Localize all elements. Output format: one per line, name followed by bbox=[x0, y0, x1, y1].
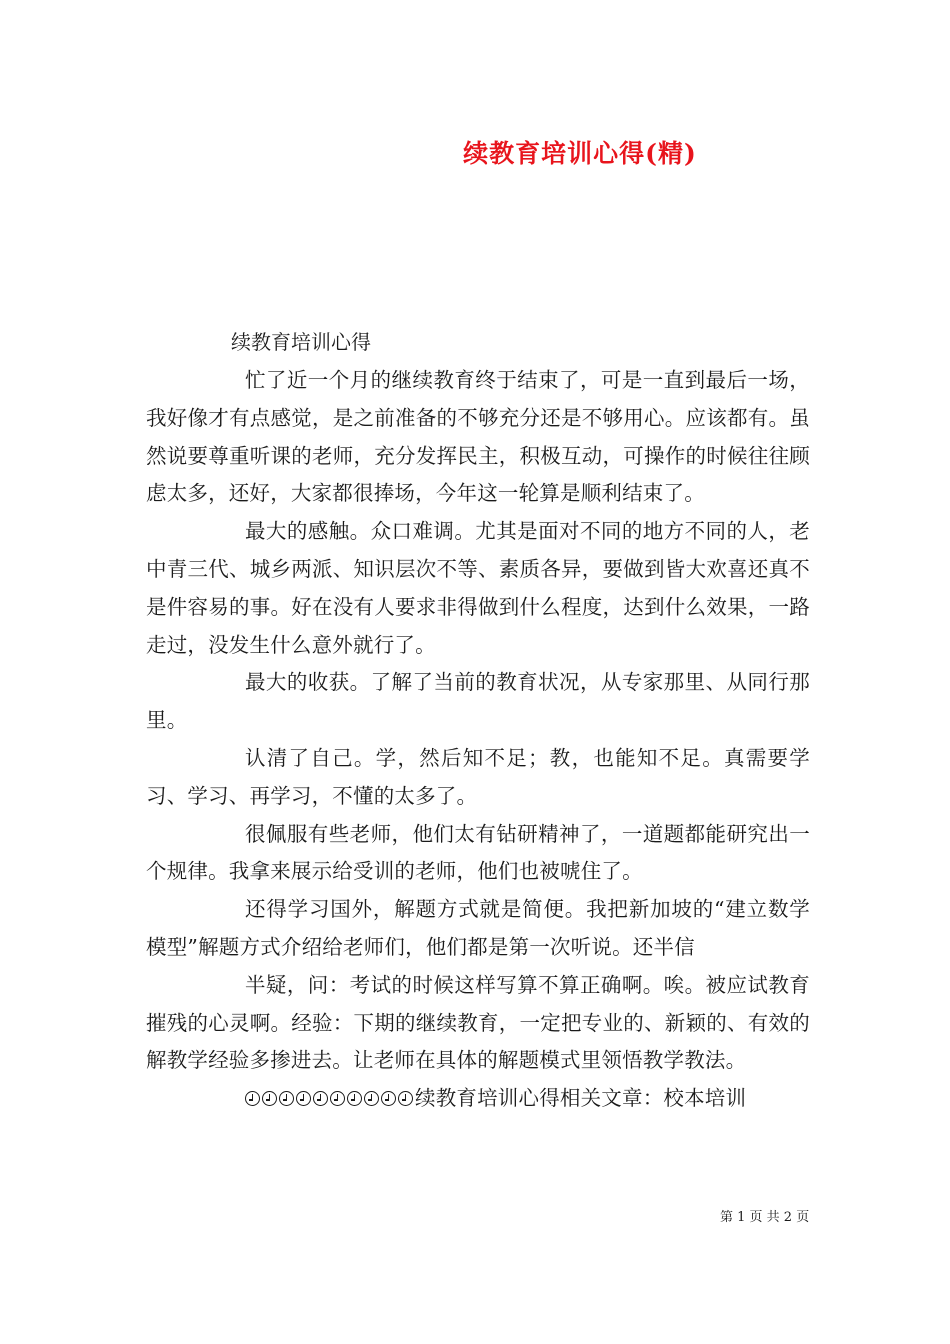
related-articles-text: 续教育培训心得相关文章：校本培训 bbox=[415, 1086, 747, 1111]
document-subheading: 续教育培训心得 bbox=[231, 330, 371, 354]
clock-icon bbox=[279, 1091, 294, 1106]
clock-icon bbox=[398, 1091, 413, 1106]
paragraph: 最大的感触。众口难调。尤其是面对不同的地方不同的人，老中青三代、城乡两派、知识层次不等、素质各异，要做到皆大欢喜还真不是件容易的事。好在没有人要求非得做到什么程度，达到什么效果，一路走过，没发生什么意外就行了。 bbox=[146, 519, 810, 657]
clock-icon bbox=[364, 1091, 379, 1106]
clock-icon bbox=[330, 1091, 345, 1106]
paragraph: 还得学习国外，解题方式就是简便。我把新加坡的“建立数学模型”解题方式介绍给老师们，他们都是第一次听说。还半信 bbox=[146, 897, 810, 959]
clock-icon bbox=[313, 1091, 328, 1106]
document-title: 续教育培训心得(精) bbox=[463, 139, 697, 168]
clock-icon bbox=[245, 1091, 260, 1106]
clock-icon bbox=[347, 1091, 362, 1106]
paragraph: 忙了近一个月的继续教育终于结束了，可是一直到最后一场，我好像才有点感觉，是之前准备的不够充分还是不够用心。应该都有。虽然说要尊重听课的老师，充分发挥民主，积极互动，可操作的时候往往顾虑太多，还好，大家都很捧场，今年这一轮算是顺利结束了。 bbox=[146, 368, 810, 506]
page-number-footer: 第 1 页 共 2 页 bbox=[720, 1210, 810, 1225]
paragraph: 最大的收获。了解了当前的教育状况，从专家那里、从同行那里。 bbox=[146, 670, 810, 733]
clock-icon bbox=[381, 1091, 396, 1106]
paragraph: 认清了自己。学，然后知不足；教，也能知不足。真需要学习、学习、再学习，不懂的太多了。 bbox=[146, 745, 810, 808]
paragraph: 半疑，问：考试的时候这样写算不算正确啊。唉。被应试教育摧残的心灵啊。经验：下期的继续教育，一定把专业的、新颖的、有效的解教学经验多掺进去。让老师在具体的解题模式里领悟教学教法。 bbox=[146, 972, 810, 1073]
paragraph: 很佩服有些老师，他们太有钻研精神了，一道题都能研究出一个规律。我拿来展示给受训的老师，他们也被唬住了。 bbox=[146, 821, 810, 884]
clock-icon-row bbox=[245, 1086, 415, 1110]
clock-icon bbox=[262, 1091, 277, 1106]
related-articles-line bbox=[146, 1080, 810, 1118]
clock-icon bbox=[296, 1091, 311, 1106]
document-body bbox=[146, 362, 810, 1118]
